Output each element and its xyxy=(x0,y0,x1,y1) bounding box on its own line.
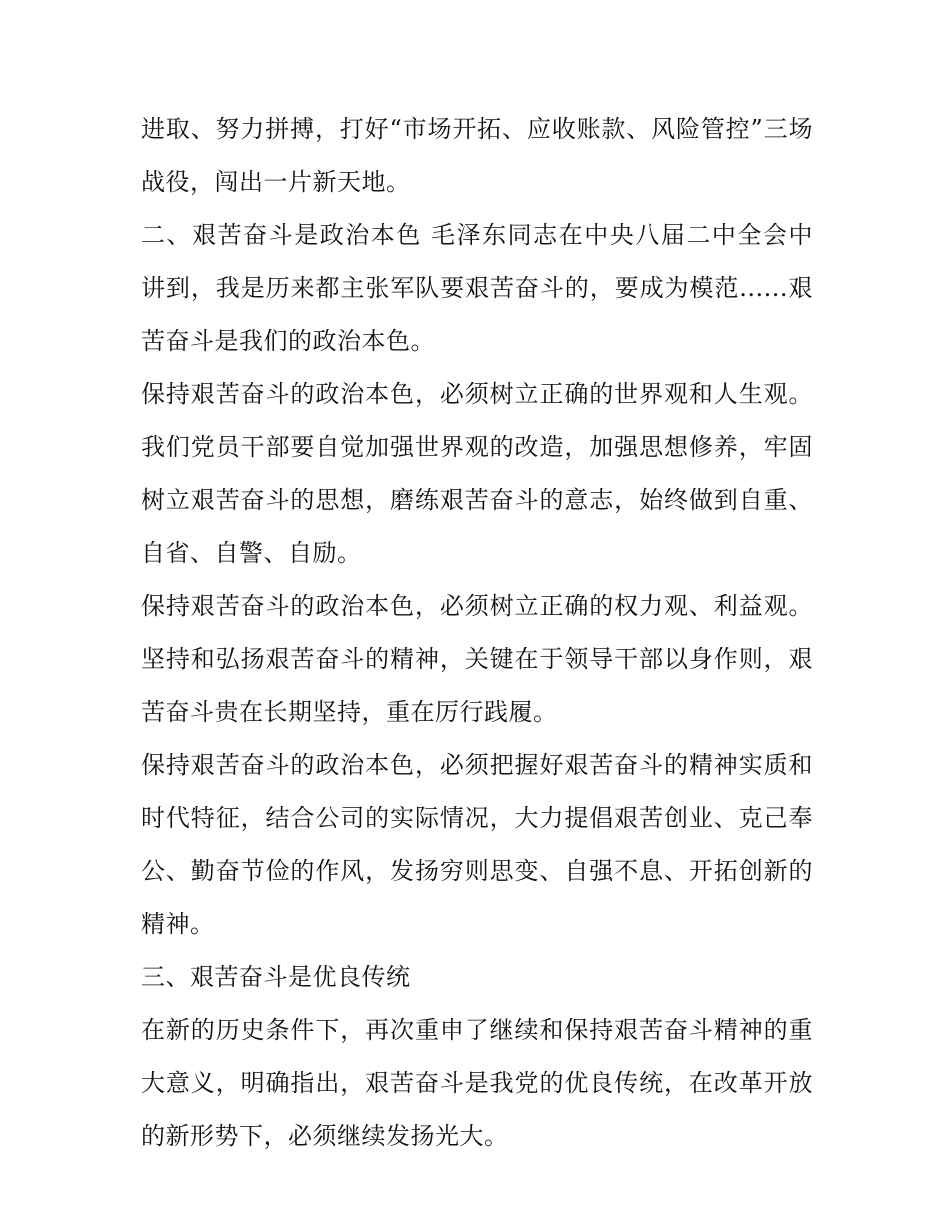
text-line: 我们党员干部要自觉加强世界观的改造，加强思想修养，牢固 xyxy=(141,433,813,461)
section-heading-line: 二、艰苦奋斗是政治本色 毛泽东同志在中央八届二中全会中 xyxy=(141,221,813,249)
text-line: 在新的历史条件下，再次重申了继续和保持艰苦奋斗精神的重 xyxy=(141,1016,813,1044)
text-line: 保持艰苦奋斗的政治本色，必须树立正确的权力观、利益观。 xyxy=(141,592,813,620)
text-line: 讲到，我是历来都主张军队要艰苦奋斗的，要成为模范......艰 xyxy=(141,274,813,302)
text-line: 苦奋斗是我们的政治本色。 xyxy=(141,327,435,355)
text-line: 苦奋斗贵在长期坚持，重在厉行践履。 xyxy=(141,698,558,726)
text-line: 保持艰苦奋斗的政治本色，必须树立正确的世界观和人生观。 xyxy=(141,380,813,408)
text-line: 的新形势下，必须继续发扬光大。 xyxy=(141,1122,509,1150)
text-line: 自省、自警、自励。 xyxy=(141,539,362,567)
text-line: 进取、努力拼搏，打好“市场开拓、应收账款、风险管控”三场 xyxy=(141,115,813,143)
text-line: 坚持和弘扬艰苦奋斗的精神，关键在于领导干部以身作则，艰 xyxy=(141,645,813,673)
text-line: 大意义，明确指出，艰苦奋斗是我党的优良传统，在改革开放 xyxy=(141,1069,813,1097)
section-heading: 三、艰苦奋斗是优良传统 xyxy=(141,963,411,991)
text-line: 树立艰苦奋斗的思想，磨练艰苦奋斗的意志，始终做到自重、 xyxy=(141,486,813,514)
text-line: 战役，闯出一片新天地。 xyxy=(141,168,411,196)
text-line: 时代特征，结合公司的实际情况，大力提倡艰苦创业、克己奉 xyxy=(141,804,813,832)
text-line: 精神。 xyxy=(141,910,215,938)
text-line: 保持艰苦奋斗的政治本色，必须把握好艰苦奋斗的精神实质和 xyxy=(141,751,813,779)
document-body xyxy=(141,103,813,1163)
text-line: 公、勤奋节俭的作风，发扬穷则思变、自强不息、开拓创新的 xyxy=(141,857,813,885)
